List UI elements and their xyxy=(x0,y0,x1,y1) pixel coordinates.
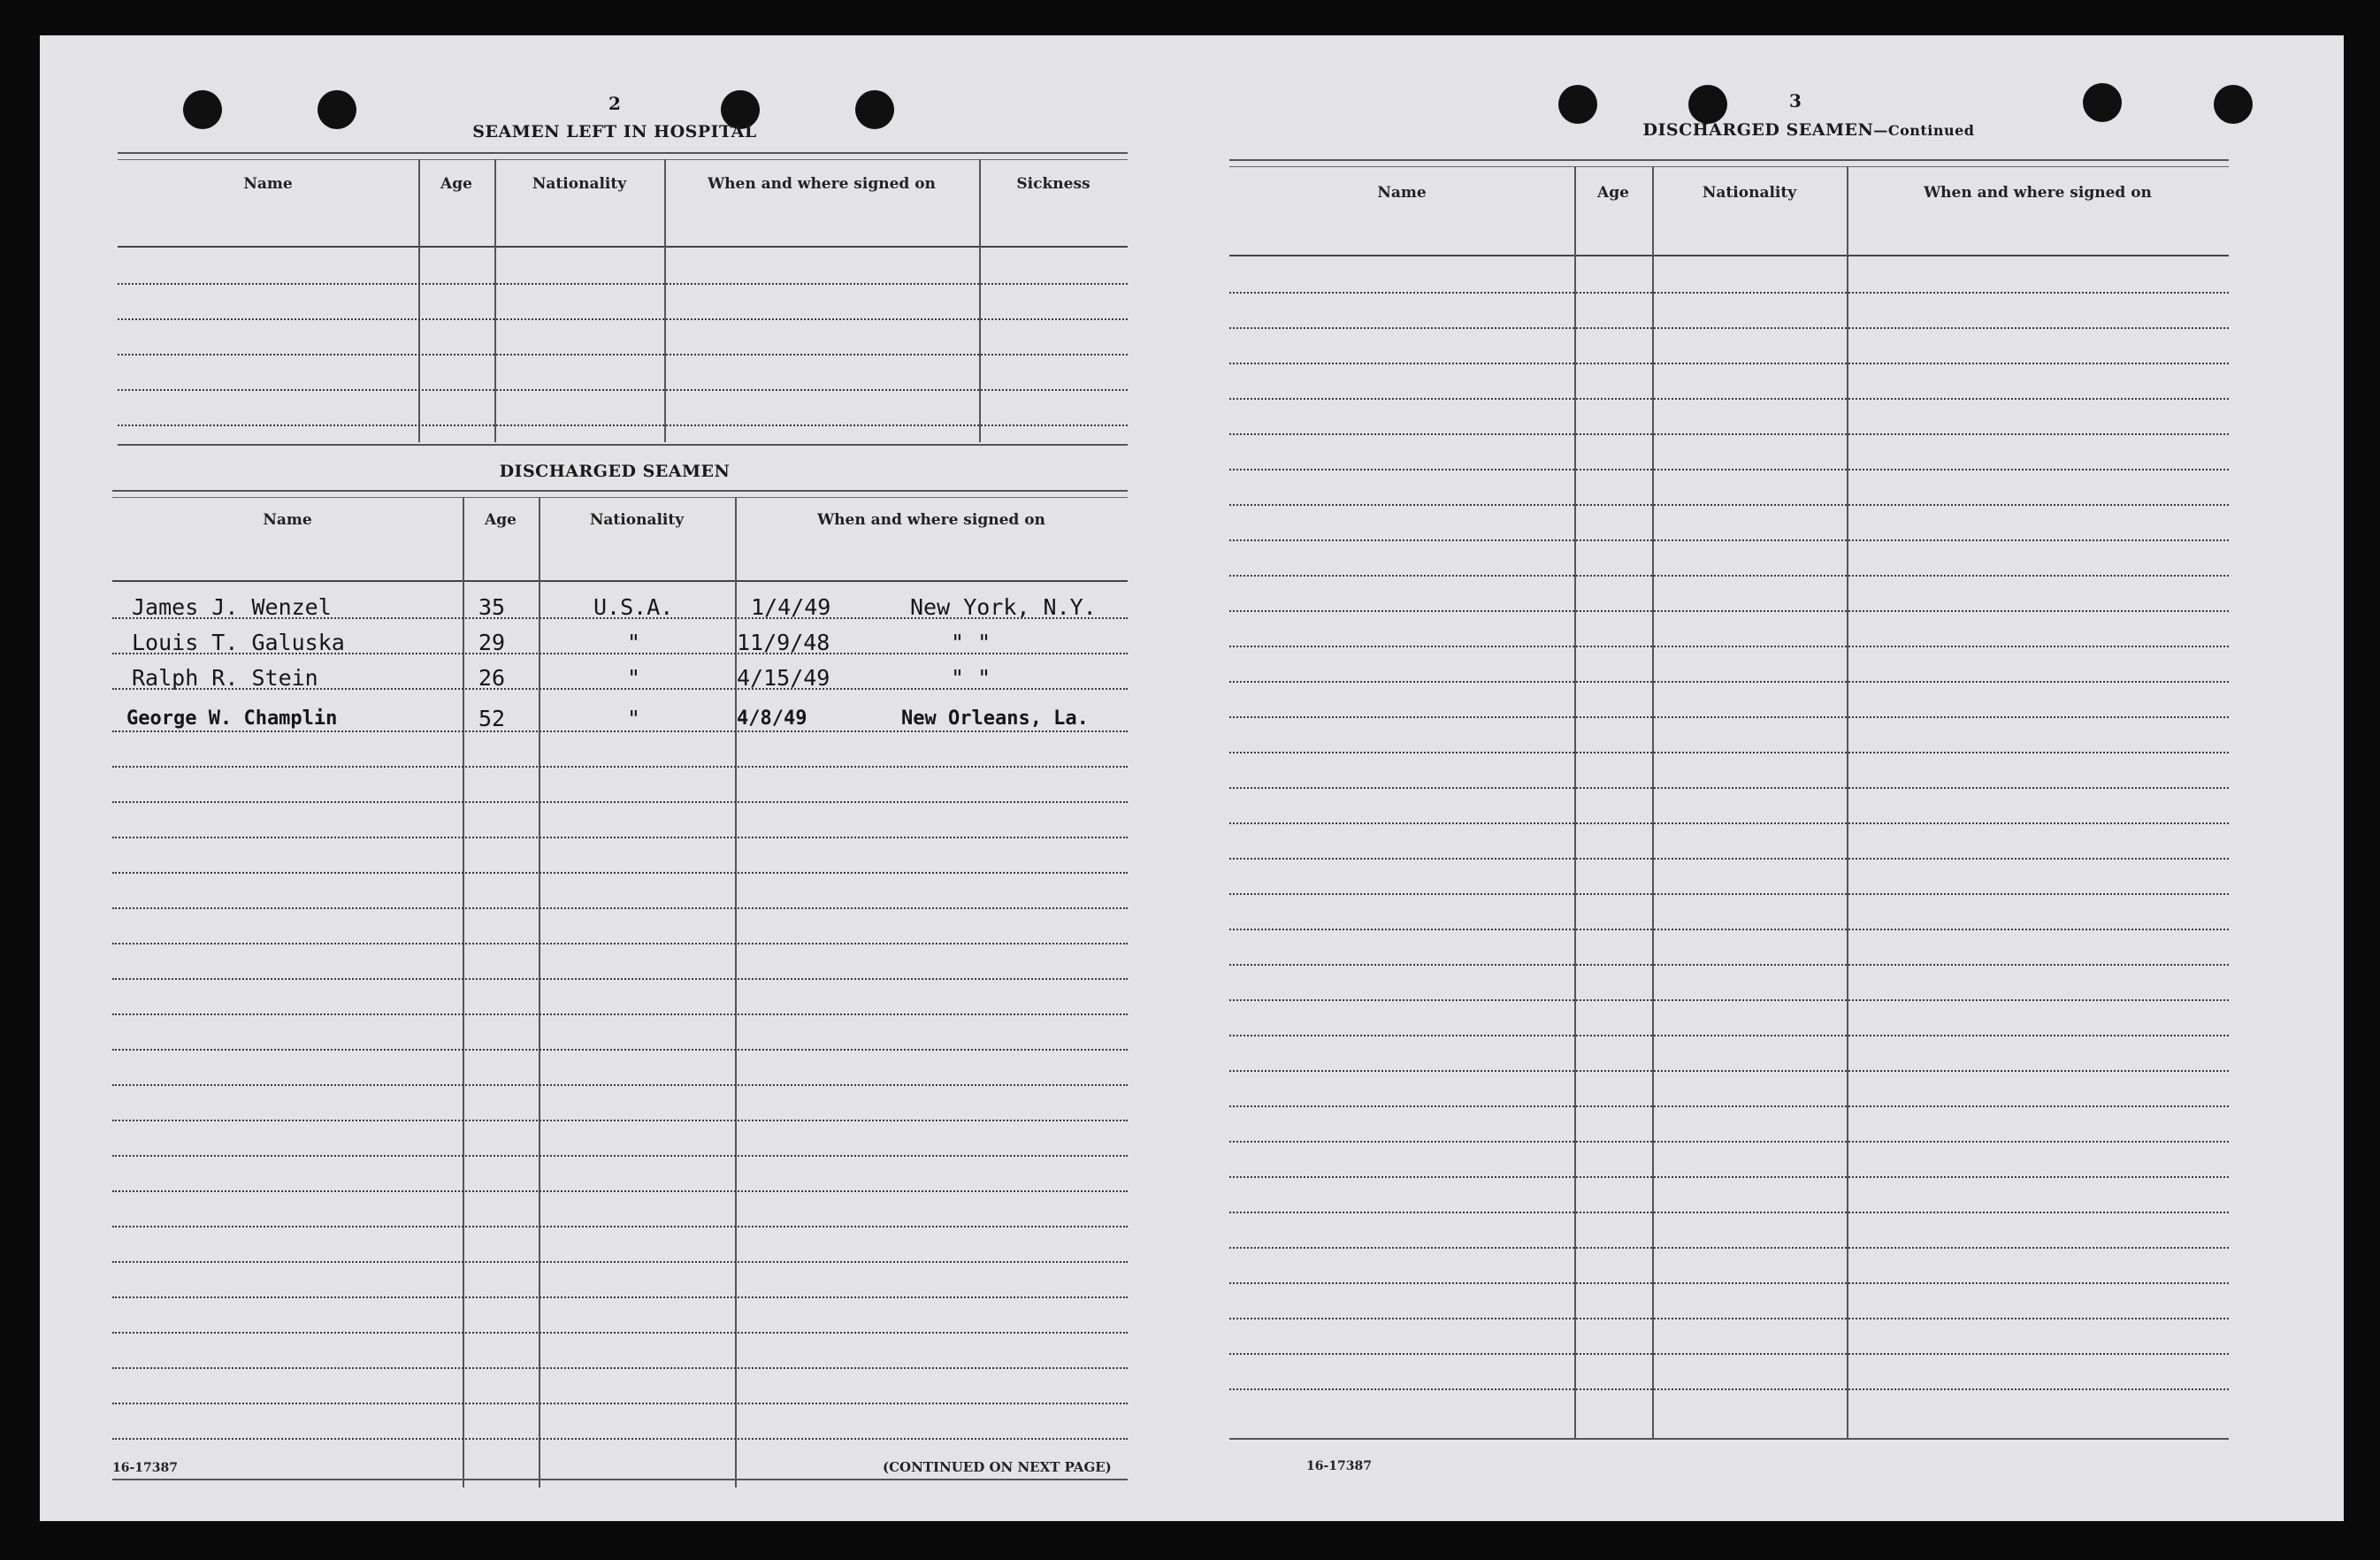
row-line xyxy=(1229,787,2229,789)
seaman-nationality: " xyxy=(627,665,641,691)
row-line xyxy=(1229,292,2229,294)
binder-hole xyxy=(2214,85,2253,124)
row-line xyxy=(1229,716,2229,718)
row-line xyxy=(112,1226,1128,1227)
row-line xyxy=(112,688,1128,690)
row-line xyxy=(1229,469,2229,470)
row-line xyxy=(1229,929,2229,930)
seaman-name: Louis T. Galuska xyxy=(132,630,345,655)
seaman-age: 26 xyxy=(478,665,506,691)
row-line xyxy=(1229,433,2229,435)
row-line xyxy=(1229,893,2229,895)
form-number: 16-17387 xyxy=(1306,1459,1372,1473)
row-line xyxy=(112,978,1128,980)
binder-hole xyxy=(1688,85,1727,124)
column-header-age: Age xyxy=(1597,184,1629,202)
column-header-signed-on: When and where signed on xyxy=(1924,184,2152,202)
right-page xyxy=(1190,35,2344,1521)
signed-on-date: 11/9/48 xyxy=(737,630,830,655)
table-top-rule xyxy=(118,152,1128,154)
row-line xyxy=(1229,575,2229,577)
row-line xyxy=(1229,1035,2229,1036)
row-line xyxy=(1229,999,2229,1001)
table-top-rule xyxy=(118,159,1128,160)
discharged-continued-title xyxy=(1570,120,2047,140)
table-top-rule xyxy=(1229,166,2229,167)
left-page xyxy=(40,35,1154,1521)
column-divider xyxy=(418,159,420,442)
page-number: 3 xyxy=(1789,90,1802,111)
column-header-signed-on: When and where signed on xyxy=(708,175,936,193)
row-line xyxy=(1229,646,2229,647)
title-text: DISCHARGED SEAMEN xyxy=(1642,120,1874,140)
column-header-nationality: Nationality xyxy=(532,175,627,193)
row-line xyxy=(1229,504,2229,506)
row-line xyxy=(118,318,1128,320)
discharged-section-title: DISCHARGED SEAMEN xyxy=(499,462,731,481)
column-header-age: Age xyxy=(485,511,517,529)
row-line xyxy=(112,1367,1128,1369)
row-line xyxy=(112,1403,1128,1404)
row-line xyxy=(1229,1070,2229,1072)
row-line xyxy=(112,1155,1128,1157)
row-line xyxy=(112,1296,1128,1298)
seaman-age: 29 xyxy=(478,630,506,655)
row-line xyxy=(112,872,1128,874)
row-line xyxy=(1229,858,2229,860)
discharged-continued-table xyxy=(1229,159,2229,1486)
row-line xyxy=(112,907,1128,909)
seaman-age: 52 xyxy=(478,706,506,731)
row-line xyxy=(112,617,1128,619)
row-line xyxy=(112,1084,1128,1086)
row-line xyxy=(1229,1318,2229,1319)
row-line xyxy=(1229,964,2229,966)
row-line xyxy=(118,283,1128,285)
row-line xyxy=(112,1190,1128,1192)
row-line xyxy=(112,1120,1128,1121)
row-line xyxy=(1229,1141,2229,1143)
row-line xyxy=(1229,327,2229,329)
row-line xyxy=(1229,610,2229,612)
signed-on-date: 4/8/49 xyxy=(737,707,807,730)
binder-hole xyxy=(2083,83,2122,122)
row-line xyxy=(112,1013,1128,1015)
row-line xyxy=(118,389,1128,391)
signed-on-place: New York, N.Y. xyxy=(910,594,1097,620)
signed-on-place: New Orleans, La. xyxy=(901,707,1089,730)
hospital-section-title: SEAMEN LEFT IN HOSPITAL xyxy=(472,122,757,141)
row-line xyxy=(112,653,1128,654)
column-divider xyxy=(1847,166,1848,1440)
row-line xyxy=(1229,1282,2229,1284)
row-line xyxy=(118,424,1128,426)
binder-hole xyxy=(183,90,222,129)
title-suffix: —Continued xyxy=(1873,122,1975,139)
row-line xyxy=(118,354,1128,356)
row-line xyxy=(1229,681,2229,683)
seaman-nationality: U.S.A. xyxy=(593,594,674,620)
table-bottom-rule xyxy=(112,1479,1128,1480)
row-line xyxy=(112,1049,1128,1051)
seaman-age: 35 xyxy=(478,594,506,620)
column-header-name: Name xyxy=(243,175,293,193)
binder-hole xyxy=(318,90,356,129)
row-line xyxy=(112,1332,1128,1334)
signed-on-place: " " xyxy=(951,630,991,655)
header-bottom-rule xyxy=(112,580,1128,582)
row-line xyxy=(1229,363,2229,364)
header-bottom-rule xyxy=(1229,255,2229,256)
row-line xyxy=(112,801,1128,803)
form-number: 16-17387 xyxy=(112,1461,178,1475)
column-divider xyxy=(494,159,496,442)
table-top-rule xyxy=(112,497,1128,498)
column-header-name: Name xyxy=(1377,184,1427,202)
binder-hole xyxy=(855,90,894,129)
seaman-name: Ralph R. Stein xyxy=(132,665,318,691)
signed-on-place: " " xyxy=(951,665,991,691)
document-paper xyxy=(40,35,2344,1521)
column-divider xyxy=(664,159,666,442)
row-line xyxy=(1229,1353,2229,1355)
row-line xyxy=(112,766,1128,768)
seaman-nationality: " xyxy=(627,706,641,731)
row-line xyxy=(1229,539,2229,541)
seaman-name: James J. Wenzel xyxy=(132,594,332,620)
row-line xyxy=(1229,1388,2229,1390)
column-header-nationality: Nationality xyxy=(1702,184,1797,202)
header-bottom-rule xyxy=(118,246,1128,248)
page-number: 2 xyxy=(608,93,621,114)
row-line xyxy=(1229,1176,2229,1178)
row-line xyxy=(1229,1105,2229,1107)
column-header-nationality: Nationality xyxy=(589,511,685,529)
seaman-nationality: " xyxy=(627,630,641,655)
column-header-age: Age xyxy=(440,175,472,193)
seaman-name: George W. Champlin xyxy=(126,707,338,730)
binder-hole xyxy=(1558,85,1597,124)
table-bottom-rule xyxy=(118,444,1128,446)
row-line xyxy=(1229,822,2229,824)
column-header-signed-on: When and where signed on xyxy=(817,511,1045,529)
table-top-rule xyxy=(1229,159,2229,161)
column-divider xyxy=(979,159,981,442)
row-line xyxy=(1229,1212,2229,1213)
row-line xyxy=(1229,1247,2229,1249)
continued-note: (CONTINUED ON NEXT PAGE) xyxy=(883,1459,1112,1475)
row-line xyxy=(1229,398,2229,400)
column-divider xyxy=(1652,166,1654,1440)
row-line xyxy=(112,837,1128,838)
row-line xyxy=(112,730,1128,732)
hospital-table xyxy=(118,152,1128,479)
table-top-rule xyxy=(112,490,1128,492)
discharged-table xyxy=(112,490,1128,1489)
signed-on-date: 4/15/49 xyxy=(737,665,830,691)
column-divider xyxy=(463,497,464,1487)
column-divider xyxy=(1574,166,1576,1440)
row-line xyxy=(112,1261,1128,1263)
column-divider xyxy=(539,497,540,1487)
column-header-sickness: Sickness xyxy=(1016,175,1091,193)
row-line xyxy=(1229,752,2229,753)
row-line xyxy=(112,943,1128,944)
row-line xyxy=(112,1438,1128,1440)
column-header-name: Name xyxy=(263,511,312,529)
table-bottom-rule xyxy=(1229,1438,2229,1440)
signed-on-date: 1/4/49 xyxy=(751,594,831,620)
